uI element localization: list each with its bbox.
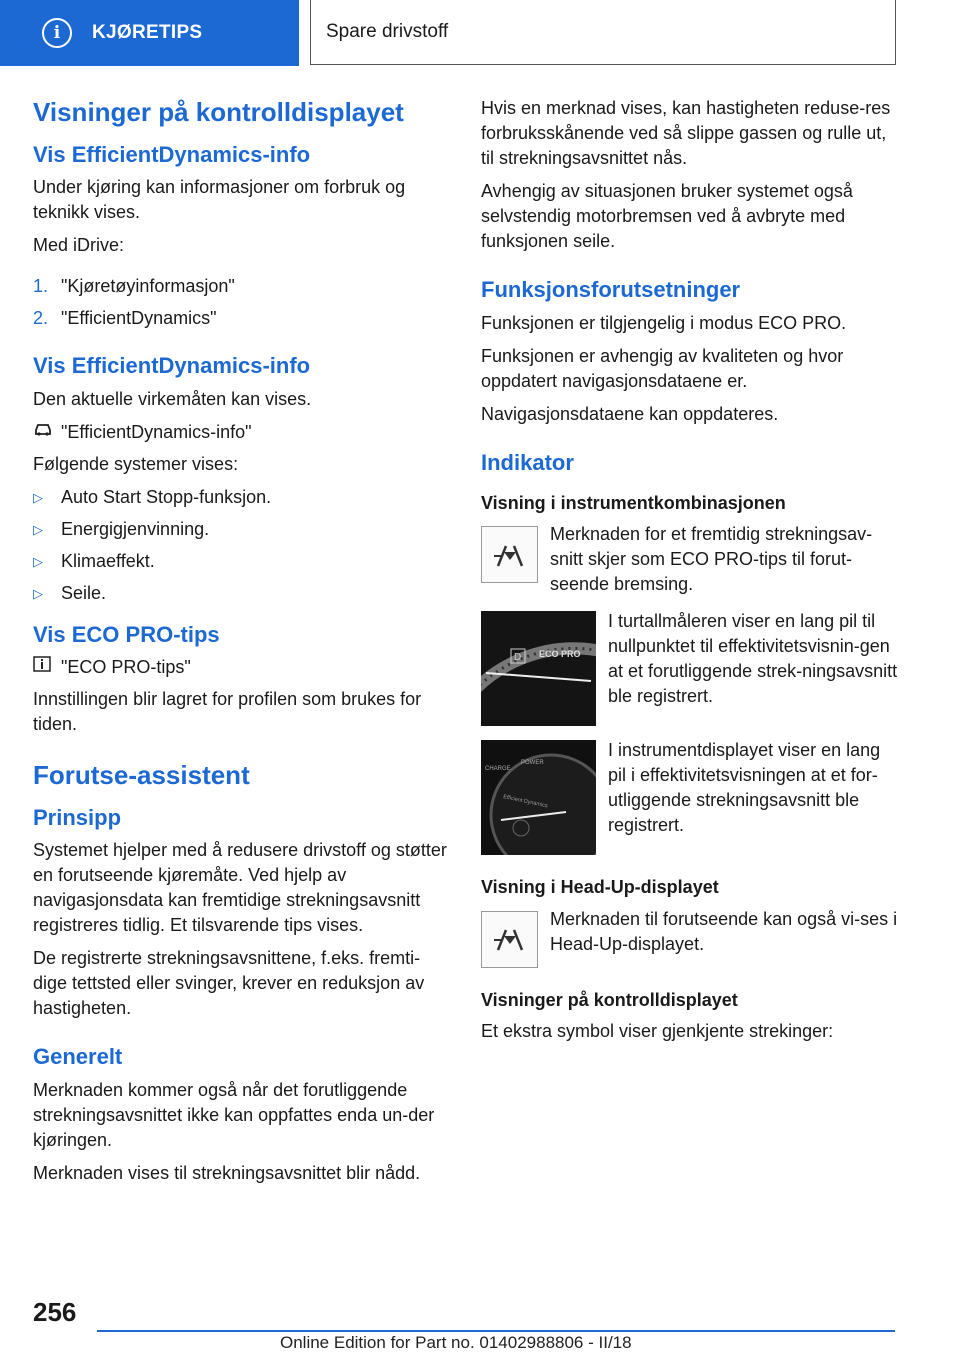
list-item xyxy=(33,517,453,542)
eco-pro-label: ECO PRO xyxy=(539,649,581,660)
figure-row xyxy=(481,907,901,968)
heading-forutse-assistent: Forutse-assistent xyxy=(33,760,250,791)
figure-row xyxy=(481,522,901,597)
gear-d-label: D xyxy=(514,652,522,664)
paragraph: Merknaden kommer også når det forutliggende strekningsavsnittet ikke kan oppfattes enda un-der kjøringen. xyxy=(33,1079,435,1150)
step-text: "EfficientDynamics" xyxy=(61,308,217,329)
paragraph: Et ekstra symbol viser gjenkjente strekinger: xyxy=(481,1020,834,1041)
figure-caption: I instrumentdisplayet viser en lang pil i effektivitetsvisningen at et for-utliggende strekningsavsnitt ble registrert. xyxy=(608,740,881,836)
heading-indikator: Indikator xyxy=(481,449,574,475)
heading-generelt: Generelt xyxy=(33,1044,123,1070)
efficient-dynamics-label: Efficient Dynamics xyxy=(502,794,548,810)
paragraph: Systemet hjelper med å redusere drivstoff og støtter en forutseende kjøremåte. Ved hjelp av navigasjonsdata kan fremtidige strekningsavsnitt registreres tidlig. Et tilsvarende tips vises. xyxy=(33,840,447,936)
footer-edition: Online Edition for Part no. 01402988806 - II/18 xyxy=(280,1333,632,1352)
paragraph: Navigasjonsdataene kan oppdateres. xyxy=(481,403,779,424)
list-item xyxy=(33,306,453,331)
paragraph: De registrerte strekningsavsnittene, f.eks. fremti-dige tettsted eller svinger, krever en reduksjon av hastigheten. xyxy=(33,948,425,1019)
icon-line-text: "ECO PRO-tips" xyxy=(61,657,191,678)
bullet-triangle-icon: ▷ xyxy=(33,489,43,505)
page-number: 256 xyxy=(33,1297,77,1327)
charge-label: CHARGE xyxy=(485,766,511,773)
right-column xyxy=(481,96,901,1052)
road-warning-icon xyxy=(481,526,538,583)
heading-vis-efficientdynamics-2: Vis EfficientDynamics-info xyxy=(33,353,311,379)
step-number: 2. xyxy=(33,308,49,329)
heading-vis-efficientdynamics-1: Vis EfficientDynamics-info xyxy=(33,141,311,167)
figure-caption: Merknaden for et fremtidig strekningsav-snitt skjer som ECO PRO-tips til forut-seende bremsing. xyxy=(550,524,873,595)
step-text: "Kjøretøyinformasjon" xyxy=(61,276,235,297)
bullet-text: Seile. xyxy=(61,582,107,603)
section-label: KJØRETIPS xyxy=(92,22,203,43)
bullet-text: Energigjenvinning. xyxy=(61,518,210,539)
figure-row xyxy=(481,609,901,726)
car-icon xyxy=(33,420,61,445)
paragraph: Innstillingen blir lagret for profilen som brukes for tiden. xyxy=(33,689,422,735)
subheading-instrumentkombinasjonen: Visning i instrumentkombinasjonen xyxy=(481,493,786,514)
paragraph: Avhengig av situasjonen bruker systemet også selvstendig motorbremsen ved å avbryte med funksjonen seile. xyxy=(481,181,853,251)
icon-line xyxy=(33,420,453,445)
left-column xyxy=(33,96,453,1194)
info-icon: i xyxy=(42,18,72,48)
chapter-tab[interactable] xyxy=(310,0,896,65)
paragraph: Følgende systemer vises: xyxy=(33,453,239,474)
subheading-head-up-display: Visning i Head-Up-displayet xyxy=(481,877,719,898)
bullet-triangle-icon: ▷ xyxy=(33,585,43,601)
step-number: 1. xyxy=(33,276,49,297)
road-warning-icon xyxy=(481,911,538,968)
paragraph: Merknaden vises til strekningsavsnittet blir nådd. xyxy=(33,1162,421,1183)
bullet-triangle-icon: ▷ xyxy=(33,521,43,537)
chapter-title: Spare drivstoff xyxy=(326,21,449,42)
icon-line-text: "EfficientDynamics-info" xyxy=(61,421,252,442)
list-item xyxy=(33,549,453,574)
list-item xyxy=(33,485,453,510)
bullet-text: Auto Start Stopp-funksjon. xyxy=(61,486,272,507)
footer-divider xyxy=(97,1330,895,1332)
bullet-triangle-icon: ▷ xyxy=(33,553,43,569)
tachometer-image xyxy=(481,611,596,726)
info-box-icon xyxy=(33,655,61,680)
subheading-kontrolldisplayet: Visninger på kontrolldisplayet xyxy=(481,989,738,1010)
paragraph: Funksjonen er tilgjengelig i modus ECO PRO. xyxy=(481,312,847,333)
figure-caption: I turtallmåleren viser en lang pil til nullpunktet til effektivitetsvisnin-gen at et forutliggende strek-ningsavsnitt ble registrert. xyxy=(608,611,898,707)
list-item xyxy=(33,581,453,606)
efficiency-display-image xyxy=(481,740,596,855)
figure-caption: Merknaden til forutseende kan også vi-ses i Head-Up-displayet. xyxy=(550,908,898,954)
icon-line xyxy=(33,655,453,680)
paragraph: Den aktuelle virkemåten kan vises. xyxy=(33,388,312,409)
list-item xyxy=(33,274,453,299)
heading-vis-eco-pro-tips: Vis ECO PRO-tips xyxy=(33,621,220,647)
bullet-text: Klimaeffekt. xyxy=(61,550,155,571)
paragraph: Under kjøring kan informasjoner om forbruk og teknikk vises. xyxy=(33,177,406,223)
heading-prinsipp: Prinsipp xyxy=(33,804,122,830)
power-label: POWER xyxy=(521,760,544,767)
paragraph: Med iDrive: xyxy=(33,235,125,256)
paragraph: Funksjonen er avhengig av kvaliteten og hvor oppdatert navigasjonsdataene er. xyxy=(481,345,844,391)
heading-funksjonsforutsetninger: Funksjonsforutsetninger xyxy=(481,277,741,302)
figure-row xyxy=(481,738,901,855)
section-tab[interactable] xyxy=(0,0,299,66)
heading-visninger: Visninger på kontrolldisplayet xyxy=(33,97,404,127)
paragraph: Hvis en merknad vises, kan hastigheten reduse-res forbruksskånende ved så slippe gassen og rulle ut, til strekningsavsnittet nås. xyxy=(481,98,891,168)
